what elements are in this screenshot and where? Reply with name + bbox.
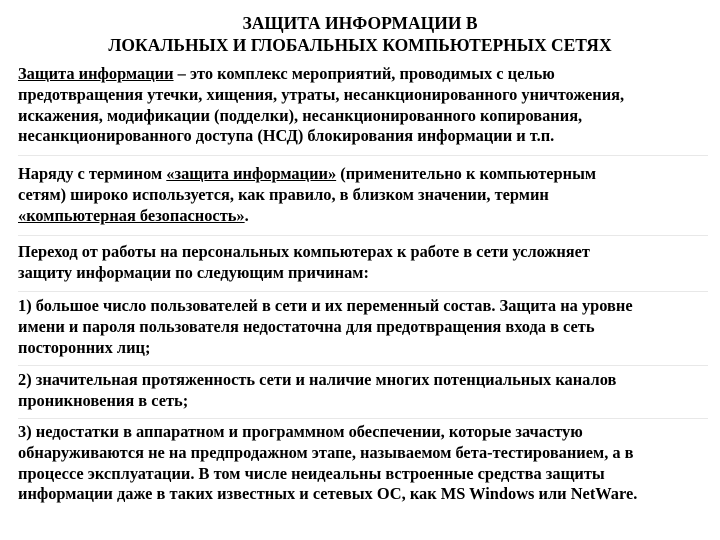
network-intro-line-1: Переход от работы на персональных компьютерах к работе в сети усложняет (18, 242, 590, 261)
title-line-2: ЛОКАЛЬНЫХ И ГЛОБАЛЬНЫХ КОМПЬЮТЕРНЫХ СЕТЯХ (108, 35, 612, 55)
term-info-protection: Защита информации (18, 64, 174, 83)
separator (18, 235, 708, 236)
reason-2-line-2: проникновения в сеть; (18, 390, 189, 410)
reason-1-paragraph (18, 296, 708, 358)
link-info-protection[interactable]: «защита информации» (166, 164, 337, 183)
reason-2-paragraph (18, 370, 708, 412)
reason-3-line-2: обнаруживаются не на предпродажном этапе, называемом бета-тестированием, а в (18, 442, 634, 462)
related-line-1 (18, 164, 708, 185)
related-term-paragraph (18, 164, 708, 226)
definition-line-3: искажения, модификации (подделки), несанкционированного копирования, (18, 105, 583, 125)
slide-title (0, 12, 720, 56)
separator (18, 418, 708, 419)
related-line-3 (18, 206, 708, 227)
link-computer-security[interactable]: «компьютерная безопасность» (18, 205, 245, 225)
separator (18, 155, 708, 156)
reason-1-line-2: имени и пароля пользователя недостаточна для предотвращения входа в сеть (18, 316, 595, 336)
definition-line-2: предотвращения утечки, хищения, утраты, несанкционированного уничтожения, (18, 84, 625, 104)
title-line-1: ЗАЩИТА ИНФОРМАЦИИ В (242, 13, 478, 33)
definition-line-1-rest: – это комплекс мероприятий, проводимых с целью (173, 64, 555, 83)
reason-3-line-3: процессе эксплуатации. В том числе неидеальны встроенные средства защиты (18, 463, 605, 483)
reason-3-line-4: информации даже в таких известных и сетевых ОС, как MS Windows или NetWare. (18, 484, 638, 504)
reason-3-line-1: 3) недостатки в аппаратном и программном обеспечении, которые зачастую (18, 422, 583, 441)
network-intro-line-2: защиту информации по следующим причинам: (18, 262, 369, 282)
separator (18, 365, 708, 366)
definition-paragraph (18, 64, 708, 147)
reason-3-paragraph (18, 422, 708, 505)
network-intro-paragraph (18, 242, 708, 284)
reason-1-line-1: 1) большое число пользователей в сети и их переменный состав. Защита на уровне (18, 296, 633, 315)
definition-line-4: несанкционированного доступа (НСД) блокирования информации и т.п. (18, 126, 555, 146)
separator (18, 291, 708, 292)
definition-line-1 (18, 64, 708, 85)
reason-1-line-3: посторонних лиц; (18, 337, 151, 357)
related-line-1-b: (применительно к компьютерным (336, 164, 597, 183)
related-line-3-end: . (244, 205, 249, 225)
related-line-1-a: Наряду с термином (18, 164, 167, 183)
reason-2-line-1: 2) значительная протяженность сети и наличие многих потенциальных каналов (18, 370, 617, 389)
related-line-2: сетям) широко используется, как правило, в близком значении, термин (18, 184, 549, 204)
